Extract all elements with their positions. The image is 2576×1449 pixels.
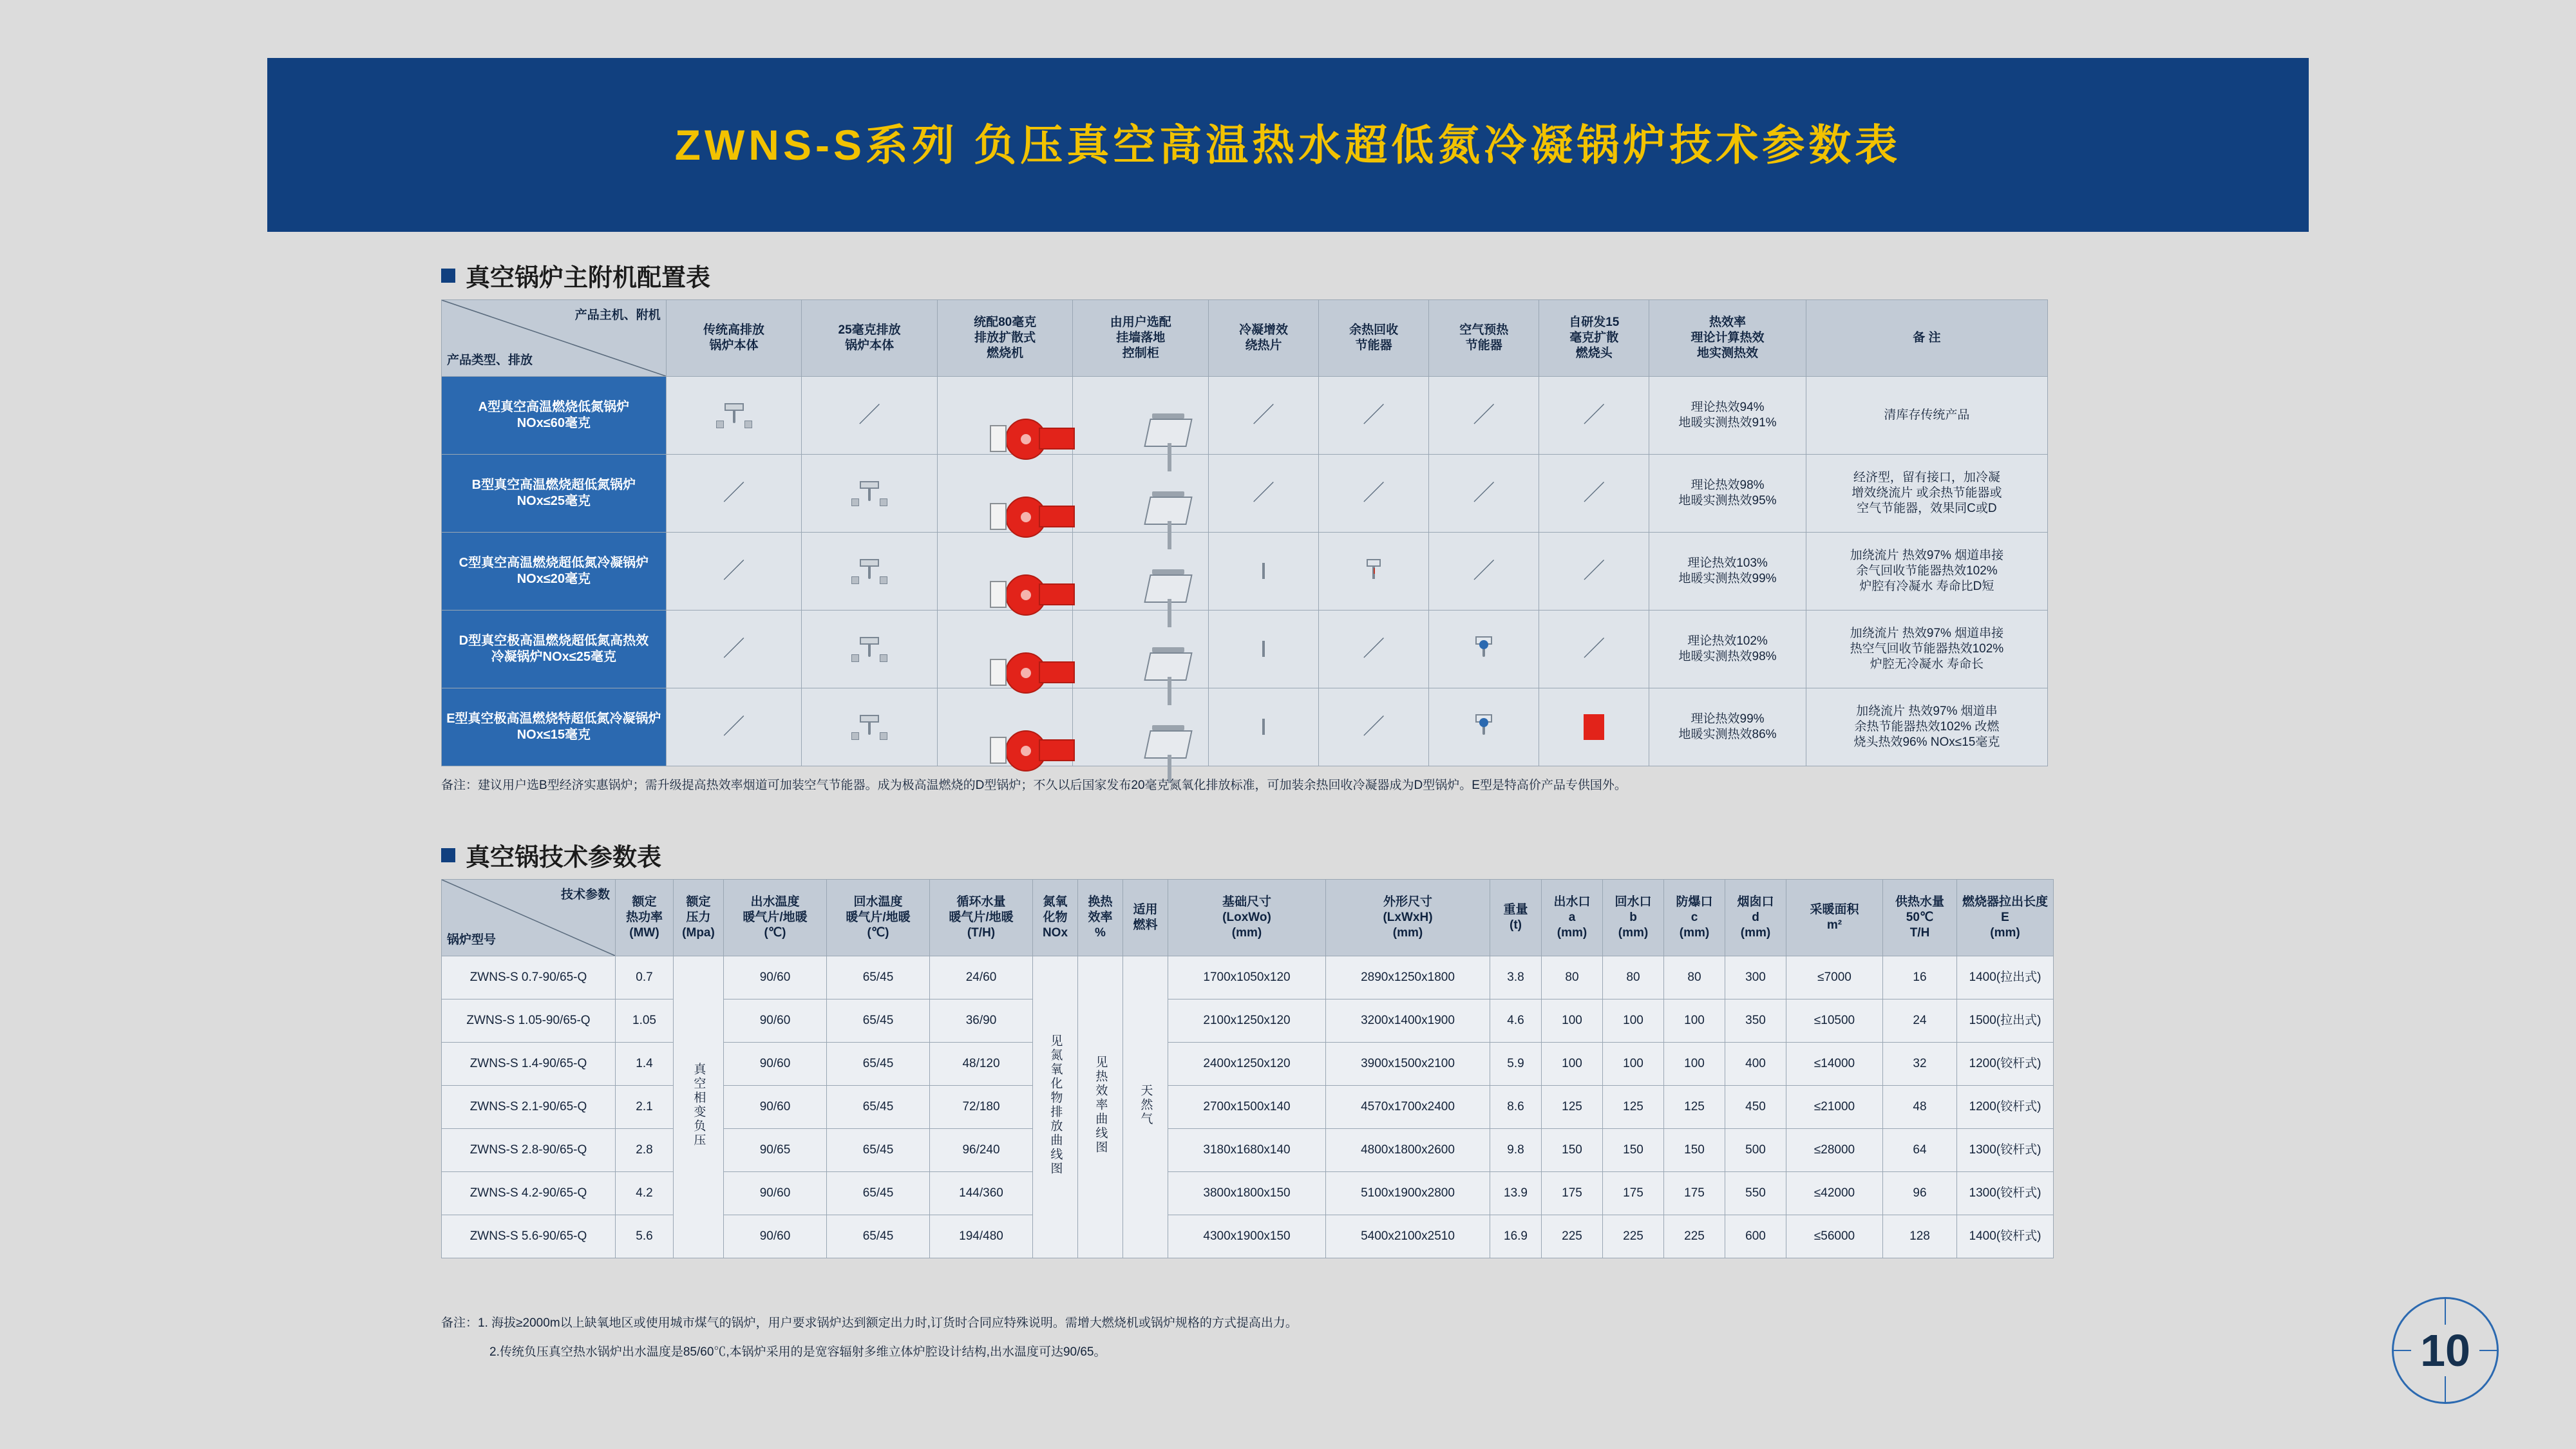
config-cell	[802, 688, 938, 766]
column-header: 余热回收 节能器	[1319, 300, 1429, 377]
explosion-port-cell: 225	[1664, 1215, 1725, 1258]
heating-area-cell: ≤10500	[1786, 999, 1883, 1043]
efficiency-cell: 理论热效103% 地暖实测热效99%	[1649, 533, 1806, 611]
empty-slash: ／	[1363, 714, 1385, 739]
efficiency-cell: 理论热效94% 地暖实测热效91%	[1649, 377, 1806, 455]
burner-length-cell: 1400(铰杆式)	[1957, 1215, 2054, 1258]
config-cell	[666, 688, 802, 766]
base-size-cell: 2400x1250x120	[1168, 1043, 1326, 1086]
return-port-cell: 80	[1603, 956, 1664, 999]
base-size-cell: 2700x1500x140	[1168, 1086, 1326, 1129]
flue-port-cell: 500	[1725, 1129, 1786, 1172]
weight-cell: 3.8	[1490, 956, 1542, 999]
config-cell	[937, 455, 1073, 533]
model-cell: ZWNS-S 4.2-90/65-Q	[442, 1172, 616, 1215]
flow-cell: 36/90	[930, 999, 1033, 1043]
config-cell	[1073, 377, 1209, 455]
column-header: 备 注	[1806, 300, 2047, 377]
heating-area-cell: ≤56000	[1786, 1215, 1883, 1258]
column-header: 额定 热功率 (MW)	[616, 880, 674, 956]
section-heading-2	[441, 837, 661, 873]
config-cell	[1209, 455, 1319, 533]
heating-area-cell: ≤7000	[1786, 956, 1883, 999]
weight-cell: 5.9	[1490, 1043, 1542, 1086]
flue-port-cell: 300	[1725, 956, 1786, 999]
return-port-cell: 125	[1603, 1086, 1664, 1129]
boiler-body-graphic	[868, 564, 871, 579]
efficiency-cell: 理论热效102% 地暖实测热效98%	[1649, 611, 1806, 688]
config-cell	[802, 533, 938, 611]
config-cell	[1073, 455, 1209, 533]
flow-cell: 194/480	[930, 1215, 1033, 1258]
outlet-port-cell: 100	[1542, 1043, 1603, 1086]
column-header: 空气预热 节能器	[1429, 300, 1539, 377]
empty-slash: ／	[1473, 480, 1495, 506]
config-cell	[1319, 688, 1429, 766]
weight-cell: 16.9	[1490, 1215, 1542, 1258]
config-cell	[1429, 377, 1539, 455]
outlet-port-cell: 80	[1542, 956, 1603, 999]
column-header: 自研发15 毫克扩散 燃烧头	[1539, 300, 1649, 377]
heat-efficiency-cell: 见热效率曲线图	[1078, 956, 1123, 1258]
empty-slash: ／	[1253, 480, 1275, 506]
column-header: 热效率 理论计算热效 地实测热效	[1649, 300, 1806, 377]
column-header: 基础尺寸 (LoxWo) (mm)	[1168, 880, 1326, 956]
return-temp-cell: 65/45	[827, 1086, 930, 1129]
corner-top-label: 技术参数	[560, 888, 610, 902]
config-cell	[937, 611, 1073, 688]
flue-port-cell: 350	[1725, 999, 1786, 1043]
column-header: 烟囱口 d (mm)	[1725, 880, 1786, 956]
table-row	[442, 455, 2048, 533]
empty-slash: ／	[1363, 636, 1385, 661]
return-temp-cell: 65/45	[827, 1172, 930, 1215]
power-cell: 1.05	[616, 999, 674, 1043]
column-header: 统配80毫克 排放扩散式 燃烧机	[937, 300, 1073, 377]
condensing-coil-graphic	[1262, 719, 1265, 735]
empty-slash: ／	[858, 402, 881, 428]
column-header: 出水温度 暖气片/地暖 (℃)	[724, 880, 827, 956]
empty-slash: ／	[1363, 480, 1385, 506]
outlet-temp-cell: 90/60	[724, 1043, 827, 1086]
pressure-cell: 真空相变负压	[674, 956, 724, 1258]
power-cell: 5.6	[616, 1215, 674, 1258]
config-cell	[1539, 688, 1649, 766]
return-temp-cell: 65/45	[827, 956, 930, 999]
config-cell	[1429, 533, 1539, 611]
remark-cell: 清库存传统产品	[1806, 377, 2047, 455]
empty-slash: ／	[1583, 558, 1605, 583]
base-size-cell: 4300x1900x150	[1168, 1215, 1326, 1258]
heating-area-cell: ≤14000	[1786, 1043, 1883, 1086]
corner-header-cell	[442, 880, 616, 956]
outlet-temp-cell: 90/60	[724, 956, 827, 999]
outlet-port-cell: 175	[1542, 1172, 1603, 1215]
return-port-cell: 100	[1603, 999, 1664, 1043]
return-port-cell: 150	[1603, 1129, 1664, 1172]
condensing-coil-graphic	[1262, 641, 1265, 657]
config-cell	[937, 533, 1073, 611]
config-cell	[1073, 533, 1209, 611]
heating-area-cell: ≤21000	[1786, 1086, 1883, 1129]
equipment-configuration-table	[441, 299, 2048, 766]
bullet-square-icon	[441, 848, 455, 862]
config-cell	[1319, 533, 1429, 611]
column-header: 回水口 b (mm)	[1603, 880, 1664, 956]
config-cell	[1073, 688, 1209, 766]
config-cell	[1429, 611, 1539, 688]
config-cell	[1319, 455, 1429, 533]
condensing-coil-graphic	[1262, 564, 1265, 579]
boiler-body-graphic	[733, 408, 735, 423]
column-header: 适用 燃料	[1123, 880, 1168, 956]
corner-bottom-label: 产品类型、排放	[447, 354, 533, 368]
table-header-row	[442, 300, 2048, 377]
heating-area-cell: ≤28000	[1786, 1129, 1883, 1172]
config-cell	[1429, 455, 1539, 533]
overall-size-cell: 2890x1250x1800	[1326, 956, 1490, 999]
weight-cell: 13.9	[1490, 1172, 1542, 1215]
config-cell	[666, 377, 802, 455]
section-2-footnote-2: 2.传统负压真空热水锅炉出水温度是85/60℃,本锅炉采用的是宽容辐射多维立体炉腔设计结构,出水温度可达90/65。	[489, 1345, 1106, 1359]
column-header: 额定 压力 (Mpa)	[674, 880, 724, 956]
overall-size-cell: 5400x2100x2510	[1326, 1215, 1490, 1258]
outlet-temp-cell: 90/60	[724, 1086, 827, 1129]
section-1-footnote: 备注：建议用户选B型经济实惠锅炉；需升级提高热效率烟道可加装空气节能器。成为极高温燃烧的D型锅炉；不久以后国家发布20毫克氮氧化排放标准，可加装余热回收冷凝器成为D型锅炉。E型是特高价产品专供国外。	[441, 779, 1627, 792]
outlet-port-cell: 225	[1542, 1215, 1603, 1258]
overall-size-cell: 4800x1800x2600	[1326, 1129, 1490, 1172]
bullet-square-icon	[441, 269, 455, 283]
power-cell: 2.8	[616, 1129, 674, 1172]
corner-bottom-label: 锅炉型号	[447, 933, 497, 947]
boiler-body-graphic	[868, 719, 871, 735]
heating-area-cell: ≤42000	[1786, 1172, 1883, 1215]
row-label: E型真空极高温燃烧特超低氮冷凝锅炉 NOx≤15毫克	[442, 688, 667, 766]
remark-cell: 经济型，留有接口，加冷凝 增效绕流片 或余热节能器或 空气节能器，效果同C或D	[1806, 455, 2047, 533]
corner-header-cell	[442, 300, 667, 377]
remark-cell: 加绕流片 热效97% 烟道串 余热节能器热效102% 改燃 烧头热效96% NOx≤15毫克	[1806, 688, 2047, 766]
config-cell	[802, 377, 938, 455]
column-header: 循环水量 暖气片/地暖 (T/H)	[930, 880, 1033, 956]
return-temp-cell: 65/45	[827, 1215, 930, 1258]
table-row	[442, 533, 2048, 611]
column-header: 冷凝增效 绕热片	[1209, 300, 1319, 377]
column-header: 氮氧 化物 NOx	[1033, 880, 1078, 956]
burner-length-cell: 1300(铰杆式)	[1957, 1129, 2054, 1172]
explosion-port-cell: 175	[1664, 1172, 1725, 1215]
column-header: 采暖面积 m²	[1786, 880, 1883, 956]
explosion-port-cell: 125	[1664, 1086, 1725, 1129]
corner-top-label: 产品主机、附机	[574, 308, 661, 322]
remark-cell: 加绕流片 热效97% 烟道串接 热空气回收节能器热效102% 炉腔无冷凝水 寿命长	[1806, 611, 2047, 688]
hot-water-cell: 24	[1883, 999, 1957, 1043]
column-header: 供热水量 50℃ T/H	[1883, 880, 1957, 956]
column-header: 由用户选配 挂墙落地 控制柜	[1073, 300, 1209, 377]
boiler-body-graphic	[868, 486, 871, 501]
power-cell: 4.2	[616, 1172, 674, 1215]
outlet-port-cell: 150	[1542, 1129, 1603, 1172]
config-cell	[1319, 377, 1429, 455]
empty-slash: ／	[1473, 402, 1495, 428]
flue-port-cell: 450	[1725, 1086, 1786, 1129]
efficiency-cell: 理论热效98% 地暖实测热效95%	[1649, 455, 1806, 533]
row-label: C型真空高温燃烧超低氮冷凝锅炉 NOx≤20毫克	[442, 533, 667, 611]
outlet-port-cell: 100	[1542, 999, 1603, 1043]
config-cell	[1209, 377, 1319, 455]
header-banner	[267, 58, 2309, 232]
table-row	[442, 377, 2048, 455]
flow-cell: 144/360	[930, 1172, 1033, 1215]
column-header: 重量 (t)	[1490, 880, 1542, 956]
burner-length-cell: 1200(铰杆式)	[1957, 1086, 2054, 1129]
column-header: 换热 效率 %	[1078, 880, 1123, 956]
air-preheater-graphic	[1482, 641, 1485, 657]
config-cell	[666, 533, 802, 611]
model-cell: ZWNS-S 2.1-90/65-Q	[442, 1086, 616, 1129]
table-header-row	[442, 880, 2054, 956]
burner-head-graphic	[1593, 719, 1595, 735]
nox-cell: 见氮氧化物排放曲线图	[1033, 956, 1078, 1258]
row-label: B型真空高温燃烧超低氮锅炉 NOx≤25毫克	[442, 455, 667, 533]
empty-slash: ／	[723, 714, 745, 739]
flow-cell: 96/240	[930, 1129, 1033, 1172]
remark-cell: 加绕流片 热效97% 烟道串接 余气回收节能器热效102% 炉腔有冷凝水 寿命比D短	[1806, 533, 2047, 611]
empty-slash: ／	[1473, 558, 1495, 583]
section-2-footnote-1: 备注：1. 海拔≥2000m以上缺氧地区或使用城市煤气的锅炉，用户要求锅炉达到额定出力时,订货时合同应特殊说明。需增大燃烧机或锅炉规格的方式提高出力。	[441, 1316, 1298, 1330]
return-port-cell: 175	[1603, 1172, 1664, 1215]
empty-slash: ／	[1253, 402, 1275, 428]
fuel-cell: 天然气	[1123, 956, 1168, 1258]
config-cell	[1209, 533, 1319, 611]
outlet-temp-cell: 90/60	[724, 1215, 827, 1258]
burner-length-cell: 1500(拉出式)	[1957, 999, 2054, 1043]
row-label: D型真空极高温燃烧超低氮高热效 冷凝锅炉NOx≤25毫克	[442, 611, 667, 688]
boiler-body-graphic	[868, 641, 871, 657]
technical-parameters-table	[441, 879, 2054, 1258]
table-row	[442, 688, 2048, 766]
hot-water-cell: 64	[1883, 1129, 1957, 1172]
outlet-temp-cell: 90/60	[724, 1172, 827, 1215]
return-port-cell: 225	[1603, 1215, 1664, 1258]
model-cell: ZWNS-S 2.8-90/65-Q	[442, 1129, 616, 1172]
model-cell: ZWNS-S 1.05-90/65-Q	[442, 999, 616, 1043]
weight-cell: 9.8	[1490, 1129, 1542, 1172]
empty-slash: ／	[723, 480, 745, 506]
flow-cell: 48/120	[930, 1043, 1033, 1086]
page-title: ZWNS-S系列 负压真空高温热水超低氮冷凝锅炉技术参数表	[674, 121, 1902, 169]
flue-port-cell: 600	[1725, 1215, 1786, 1258]
page-number-badge	[2392, 1297, 2499, 1404]
column-header: 防爆口 c (mm)	[1664, 880, 1725, 956]
config-cell	[1539, 611, 1649, 688]
hot-water-cell: 96	[1883, 1172, 1957, 1215]
return-temp-cell: 65/45	[827, 999, 930, 1043]
burner-length-cell: 1200(铰杆式)	[1957, 1043, 2054, 1086]
base-size-cell: 2100x1250x120	[1168, 999, 1326, 1043]
section-2-title: 真空锅技术参数表	[466, 844, 662, 871]
explosion-port-cell: 80	[1664, 956, 1725, 999]
hot-water-cell: 32	[1883, 1043, 1957, 1086]
config-cell	[1209, 611, 1319, 688]
empty-slash: ／	[723, 636, 745, 661]
empty-slash: ／	[1583, 636, 1605, 661]
page-number: 10	[2411, 1325, 2479, 1376]
power-cell: 0.7	[616, 956, 674, 999]
power-cell: 2.1	[616, 1086, 674, 1129]
column-header: 出水口 a (mm)	[1542, 880, 1603, 956]
flue-port-cell: 400	[1725, 1043, 1786, 1086]
model-cell: ZWNS-S 0.7-90/65-Q	[442, 956, 616, 999]
config-cell	[666, 455, 802, 533]
config-cell	[802, 455, 938, 533]
overall-size-cell: 4570x1700x2400	[1326, 1086, 1490, 1129]
base-size-cell: 1700x1050x120	[1168, 956, 1326, 999]
return-port-cell: 100	[1603, 1043, 1664, 1086]
overall-size-cell: 3900x1500x2100	[1326, 1043, 1490, 1086]
table-row	[442, 611, 2048, 688]
weight-cell: 8.6	[1490, 1086, 1542, 1129]
power-cell: 1.4	[616, 1043, 674, 1086]
section-heading-1	[441, 258, 710, 293]
hot-water-cell: 48	[1883, 1086, 1957, 1129]
overall-size-cell: 3200x1400x1900	[1326, 999, 1490, 1043]
table-row	[442, 956, 2054, 999]
column-header: 外形尺寸 (LxWxH) (mm)	[1326, 880, 1490, 956]
model-cell: ZWNS-S 1.4-90/65-Q	[442, 1043, 616, 1086]
heat-recovery-graphic	[1372, 564, 1375, 579]
column-header: 回水温度 暖气片/地暖 (℃)	[827, 880, 930, 956]
flue-port-cell: 550	[1725, 1172, 1786, 1215]
efficiency-cell: 理论热效99% 地暖实测热效86%	[1649, 688, 1806, 766]
config-cell	[802, 611, 938, 688]
empty-slash: ／	[1583, 480, 1605, 506]
outlet-temp-cell: 90/60	[724, 999, 827, 1043]
column-header: 传统高排放 锅炉本体	[666, 300, 802, 377]
config-cell	[1073, 611, 1209, 688]
explosion-port-cell: 100	[1664, 1043, 1725, 1086]
hot-water-cell: 16	[1883, 956, 1957, 999]
config-cell	[1429, 688, 1539, 766]
return-temp-cell: 65/45	[827, 1043, 930, 1086]
column-header: 25毫克排放 锅炉本体	[802, 300, 938, 377]
config-cell	[1539, 455, 1649, 533]
overall-size-cell: 5100x1900x2800	[1326, 1172, 1490, 1215]
config-cell	[666, 611, 802, 688]
hot-water-cell: 128	[1883, 1215, 1957, 1258]
empty-slash: ／	[1583, 402, 1605, 428]
config-cell	[937, 688, 1073, 766]
section-1-title: 真空锅炉主附机配置表	[466, 265, 711, 292]
config-cell	[937, 377, 1073, 455]
config-cell	[1539, 377, 1649, 455]
explosion-port-cell: 150	[1664, 1129, 1725, 1172]
empty-slash: ／	[723, 558, 745, 583]
flow-cell: 24/60	[930, 956, 1033, 999]
burner-length-cell: 1300(铰杆式)	[1957, 1172, 2054, 1215]
return-temp-cell: 65/45	[827, 1129, 930, 1172]
burner-length-cell: 1400(拉出式)	[1957, 956, 2054, 999]
flow-cell: 72/180	[930, 1086, 1033, 1129]
base-size-cell: 3180x1680x140	[1168, 1129, 1326, 1172]
empty-slash: ／	[1363, 402, 1385, 428]
explosion-port-cell: 100	[1664, 999, 1725, 1043]
air-preheater-graphic	[1482, 719, 1485, 735]
config-cell	[1209, 688, 1319, 766]
weight-cell: 4.6	[1490, 999, 1542, 1043]
row-label: A型真空高温燃烧低氮锅炉 NOx≤60毫克	[442, 377, 667, 455]
outlet-port-cell: 125	[1542, 1086, 1603, 1129]
config-cell	[1539, 533, 1649, 611]
column-header: 燃烧器拉出长度 E (mm)	[1957, 880, 2054, 956]
outlet-temp-cell: 90/65	[724, 1129, 827, 1172]
base-size-cell: 3800x1800x150	[1168, 1172, 1326, 1215]
config-cell	[1319, 611, 1429, 688]
model-cell: ZWNS-S 5.6-90/65-Q	[442, 1215, 616, 1258]
